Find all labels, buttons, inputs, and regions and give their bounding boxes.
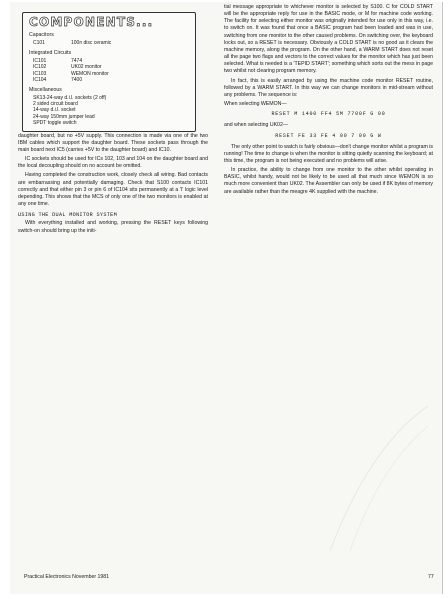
body-paragraph: daughter board, but no +5V supply. This connection is made via one of the two IBM cables which support the daughter board. These sockets pass through the main board next IC5 (carries +5V to the daughter board) and IC10.	[18, 132, 208, 153]
misc-item: 2 sided circuit board	[33, 101, 78, 108]
group-label: Integrated Circuits	[29, 49, 72, 56]
body-paragraph: Having completed the construction work, closely check all wiring. Bad contacts are embarrassing and potentially damaging. Check that S100 contacts IC101 correctly and that either pin 3 or pin 6 of IC104 sits permanently at a 'l' logic level depending. This shows that the MCS of only one of the two monitors is enabled at any one time.	[18, 172, 208, 208]
right-column	[224, 4, 433, 198]
body-paragraph: IC sockets should be used for ICs 102, 103 and 104 on the daughter board and the local decoupling should on no account be omitted.	[18, 156, 208, 170]
page-fold-shadow	[310, 406, 428, 551]
component-row: IC101 7474	[33, 57, 83, 64]
group-label: Miscellaneous	[29, 86, 62, 93]
misc-item: SPDT toggle switch	[33, 120, 77, 127]
group-label: Capacitors	[29, 32, 54, 39]
misc-item: SK13-24-way d.i.l. sockets (2 off)	[33, 94, 107, 101]
key-sequence-wemon: RESET M 1400 FF4 5M 7700F G 00	[271, 111, 386, 118]
components-group-capacitors	[29, 32, 189, 47]
components-group-misc	[29, 87, 189, 127]
body-paragraph: In practice, the ability to change from one monitor to the other whilst operating in BASIC, whilst handy, would not be likely to be used all that much since WEMON is so much more convenient than UK02. The Assembler can only be used if 8K bytes of memory are available rather than the meagre 4K supplied with the machine.	[224, 167, 433, 195]
instruction-label: and when selecting UK02—	[224, 122, 289, 129]
magazine-page	[10, 2, 443, 594]
components-box	[22, 12, 196, 132]
misc-item: 14-way d.i.l. socket	[33, 107, 76, 114]
component-row: C101 100n disc ceramic	[33, 40, 112, 47]
components-group-ics	[29, 50, 189, 84]
body-paragraph: In fact, this is easily arranged by using the machine code monitor RESET routine, followed by a WARM START. In this way we can change monitors in mid-stream without any problems. The sequence is:	[224, 77, 433, 98]
component-row: IC104 7400	[33, 77, 83, 84]
left-column	[18, 2, 208, 237]
body-paragraph: With everything installed and working, pressing the RESET keys following switch-on should bring up the initi-	[18, 220, 208, 234]
section-heading: USING THE DUAL MONITOR SYSTEM	[18, 212, 117, 219]
instruction-label: When selecting WEMON—	[224, 101, 287, 108]
body-paragraph: The only other point to watch is fairly obvious—don't change monitor whilst a program is running! The time to change is when the monitor is sitting quietly scanning the keyboard; at this time, the program is not being executed and no problems will arise.	[224, 143, 433, 164]
component-row: IC103 WEMON monitor	[33, 70, 109, 77]
body-paragraph: tial message appropriate to whichever monitor is selected by S100. C for COLD START will be the appropriate reply for use in the BASIC mode, or M for machine code working. The facility for selecting either monitor was originally intended for use only in this way, i.e. to switch on. It was found that once a BASIC program had been loaded and was in use, switching from one monitor to the other caused problems. On switching over, the keyboard locks out, so a RESET is necessary. Obviously a COLD START is no good as it clears the machine memory, along the program. On the other hand, a WARM START does not reset all the page two flags and vectors to the correct values for the monitor which has just been selected. What is needed is a 'TEPID START'; something which sorts out the mess in page two whilst not clearing program memory.	[224, 4, 433, 75]
page-footer: Practical Electronics November 1981	[24, 574, 110, 580]
page-number: 77	[428, 574, 434, 580]
misc-item: 24-way 150mm jumper lead	[33, 113, 95, 120]
components-title: COMPONENTS...	[29, 15, 154, 29]
key-sequence-uk02: RESET FE 33 FE 4 00 7 00 G W	[275, 132, 382, 139]
component-row: IC102 UK02 monitor	[33, 64, 102, 71]
